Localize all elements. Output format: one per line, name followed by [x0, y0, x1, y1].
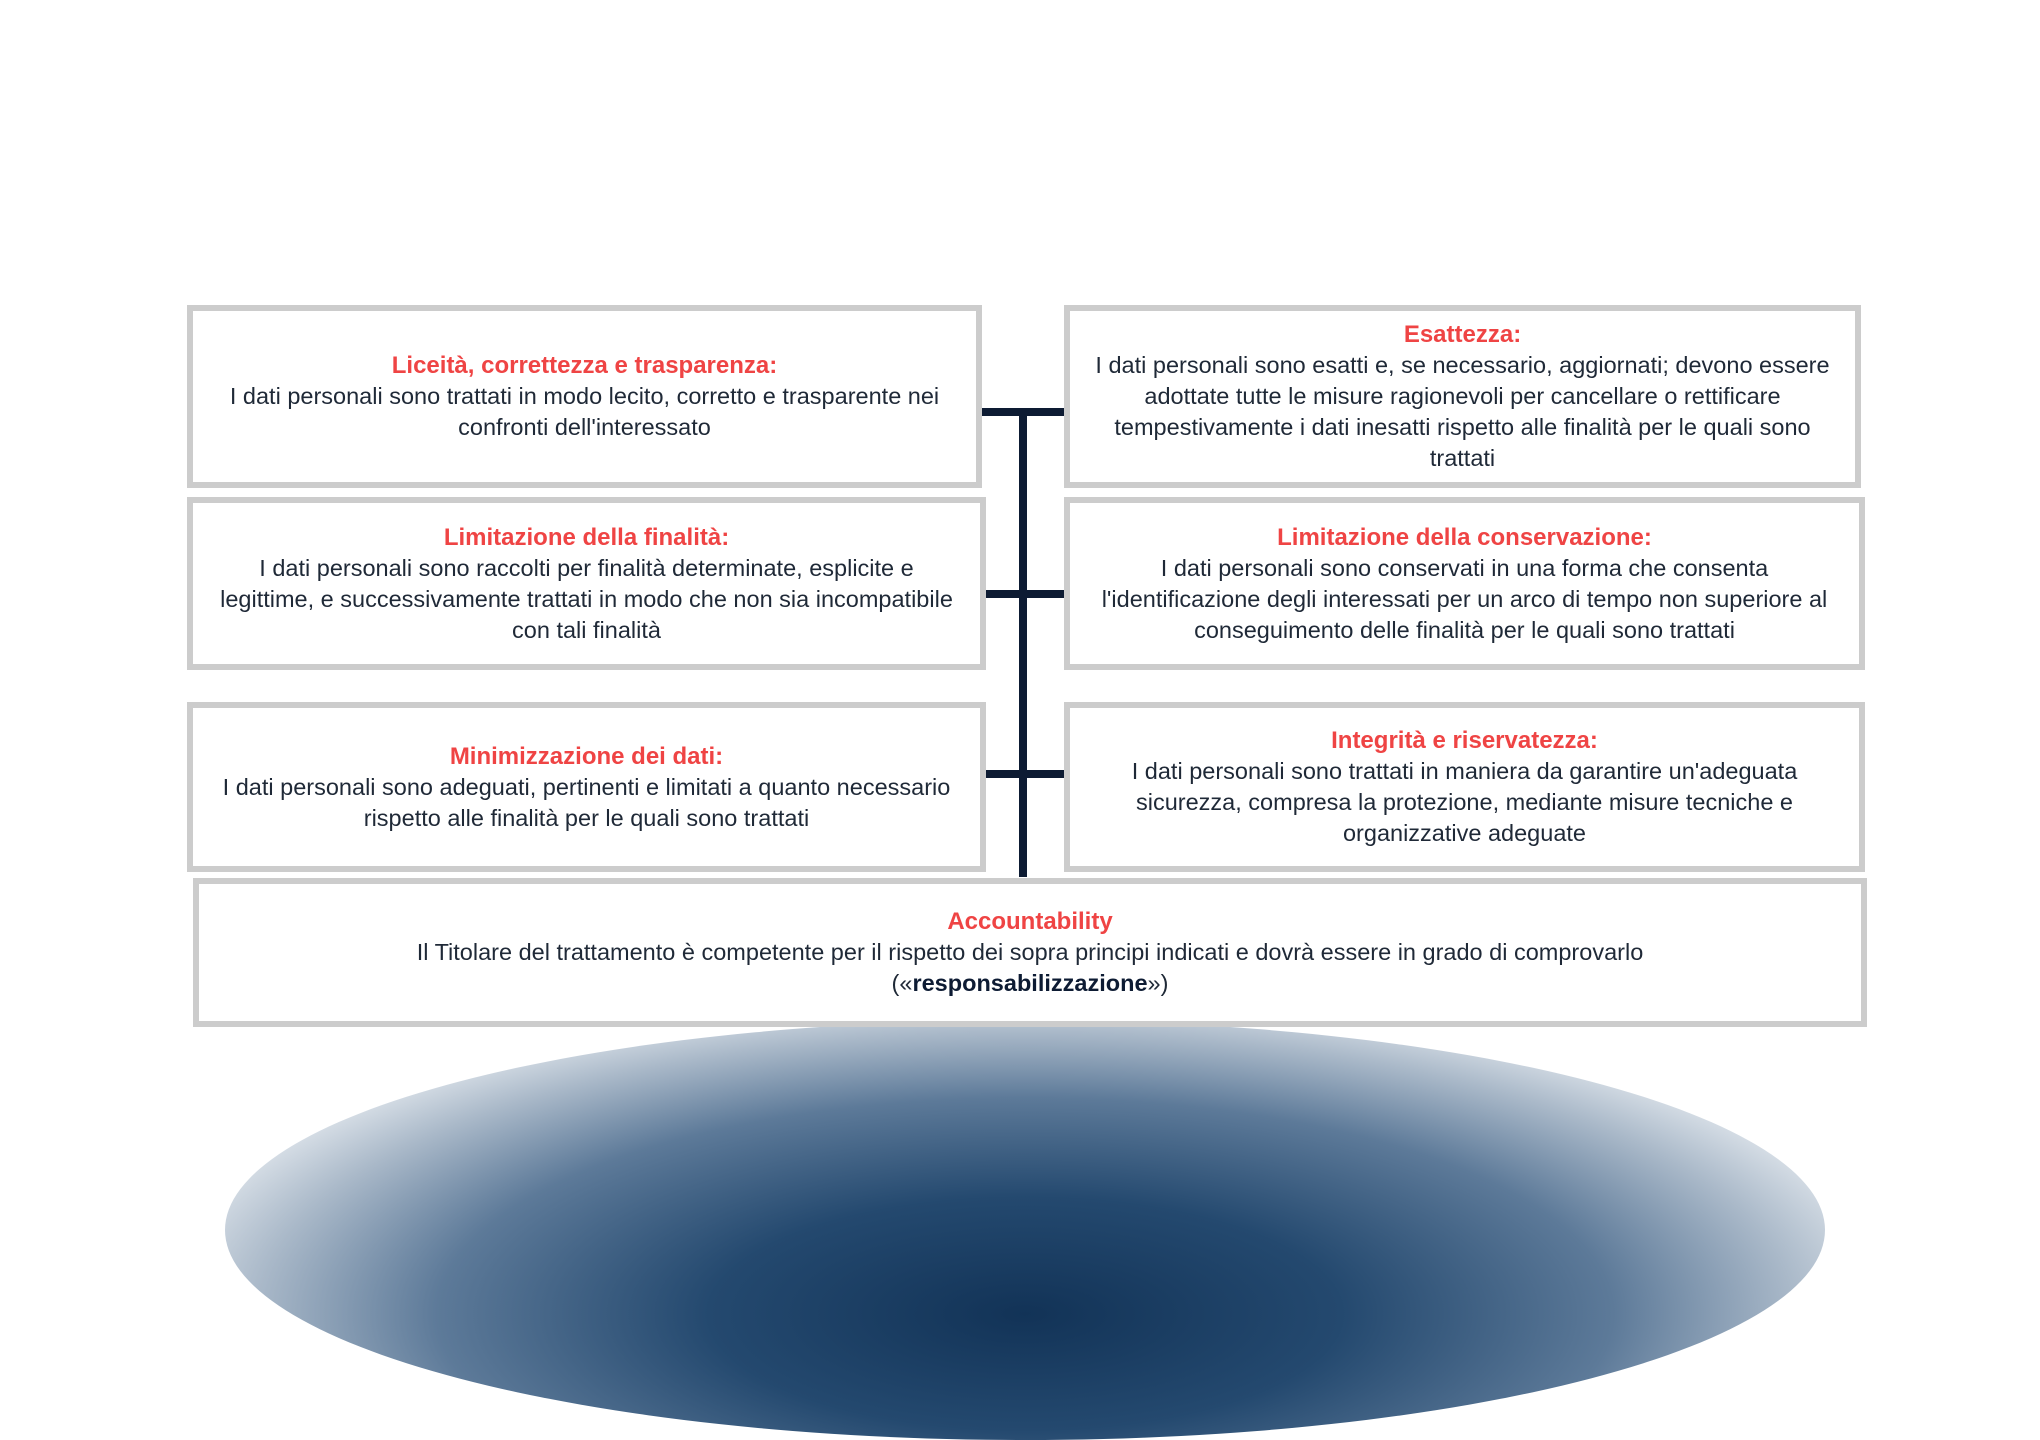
principle-title: Minimizzazione dei dati: [449, 742, 724, 770]
principle-box-liceita [187, 305, 982, 488]
accountability-box [193, 878, 1867, 1027]
principle-box-integrita [1064, 702, 1865, 872]
principle-box-minimizzazione [187, 702, 986, 872]
principle-description: I dati personali sono raccolti per finalità determinate, esplicite e legittime, e successivamente trattati in modo che non sia incompatibile con tali finalità [220, 554, 953, 643]
principle-title: Limitazione della finalità: [443, 523, 730, 551]
accountability-description [417, 937, 1644, 999]
principle-box-limitazione-conservazione [1064, 497, 1865, 670]
connector-vertical-line [1019, 411, 1027, 877]
accountability-text: Il Titolare del trattamento è competente per il rispetto dei sopra principi indicati e dovrà essere in grado di comprovarlo [416, 939, 1644, 965]
principle-title: Limitazione della conservazione: [1277, 523, 1652, 551]
accountability-title: Accountability [947, 908, 1113, 935]
connector-branch-1 [982, 408, 1064, 416]
principle-title: Integrità e riservatezza: [1331, 727, 1598, 754]
principle-title: Esattezza: [1403, 321, 1522, 348]
accountability-keyword: responsabilizzazione [912, 970, 1148, 996]
principle-description: I dati personali sono esatti e, se necessario, aggiornati; devono essere adottate tutte le misure ragionevoli per cancellare o rettificare tempestivamente i dati inesatti rispetto alle finalità per le quali sono trattati [1095, 352, 1830, 471]
connector-branch-3 [982, 770, 1064, 778]
bottom-glow-decoration [225, 1020, 1825, 1440]
principle-description: I dati personali sono trattati in modo lecito, corretto e trasparente nei confronti dell'interessato [229, 383, 940, 440]
connector-branch-2 [982, 590, 1064, 598]
accountability-open-quote: (« [891, 970, 913, 996]
principle-box-limitazione-finalita [187, 497, 986, 670]
principle-description: I dati personali sono trattati in maniera da garantire un'adeguata sicurezza, compresa la protezione, mediante misure tecniche e organizzative adeguate [1131, 758, 1798, 846]
principle-box-esattezza [1064, 305, 1861, 488]
principle-description: I dati personali sono conservati in una forma che consenta l'identificazione degli interessati per un arco di tempo non superiore al conseguimento delle finalità per le quali sono trattati [1101, 554, 1828, 643]
principle-title: Liceità, correttezza e trasparenza: [391, 352, 778, 379]
principle-description: I dati personali sono adeguati, pertinenti e limitati a quanto necessario rispetto alle finalità per le quali sono trattati [222, 773, 951, 831]
accountability-close-quote: ») [1147, 970, 1169, 996]
